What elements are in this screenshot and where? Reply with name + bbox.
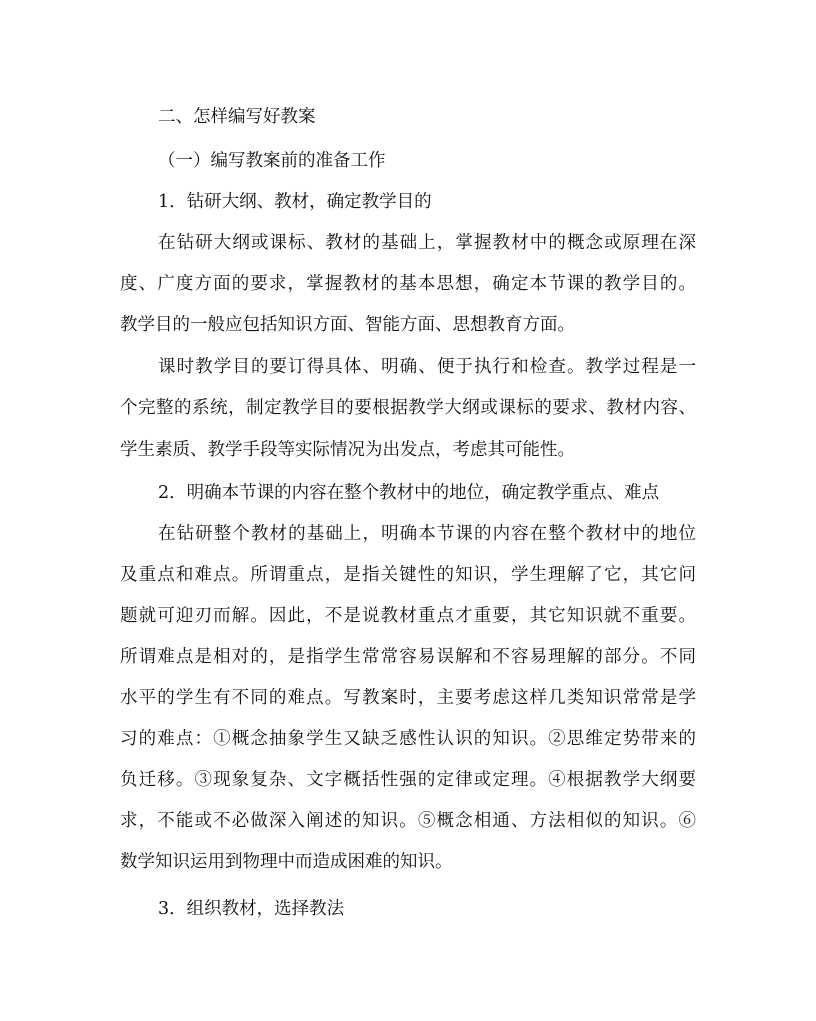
section-heading: 二、怎样编写好教案	[158, 107, 316, 127]
item-3-title: 3．组织教材，选择教法	[158, 899, 345, 919]
subsection-heading: （一）编写教案前的准备工作	[158, 151, 386, 171]
paragraph-line: 个完整的系统，制定教学目的要根据教学大纲或课标的要求、教材内容、	[120, 398, 696, 418]
paragraph-line: 数学知识运用到物理中而造成困难的知识。	[120, 852, 453, 872]
paragraph-line: 所谓难点是相对的，是指学生常常容易误解和不容易理解的部分。不同	[120, 647, 696, 667]
paragraph-line: 度、广度方面的要求，掌握教材的基本思想，确定本节课的教学目的。	[120, 274, 696, 294]
paragraph-line: 学生素质、教学手段等实际情况为出发点，考虑其可能性。	[120, 440, 575, 460]
paragraph-line: 题就可迎刃而解。因此，不是说教材重点才重要，其它知识就不重要。	[120, 606, 696, 626]
paragraph-line: 习的难点：①概念抽象学生又缺乏感性认识的知识。②思维定势带来的	[120, 729, 696, 749]
paragraph-line: 及重点和难点。所谓重点，是指关键性的知识，学生理解了它，其它问	[120, 565, 696, 585]
paragraph-line: 在钻研整个教材的基础上，明确本节课的内容在整个教材中的地位	[158, 524, 696, 544]
item-2-title: 2．明确本节课的内容在整个教材中的地位，确定教学重点、难点	[158, 483, 660, 503]
paragraph-line: 水平的学生有不同的难点。写教案时，主要考虑这样几类知识常常是学	[120, 688, 696, 708]
paragraph-line: 教学目的一般应包括知识方面、智能方面、思想教育方面。	[120, 315, 575, 335]
paragraph-line: 课时教学目的要订得具体、明确、便于执行和检查。教学过程是一	[158, 357, 696, 377]
paragraph-line: 负迁移。③现象复杂、文字概括性强的定律或定理。④根据教学大纲要	[120, 770, 696, 790]
paragraph-line: 求，不能或不必做深入阐述的知识。⑤概念相通、方法相似的知识。⑥	[120, 811, 696, 831]
item-1-title: 1．钻研大纲、教材，确定教学目的	[158, 192, 432, 212]
paragraph-line: 在钻研大纲或课标、教材的基础上，掌握教材中的概念或原理在深	[158, 233, 696, 253]
